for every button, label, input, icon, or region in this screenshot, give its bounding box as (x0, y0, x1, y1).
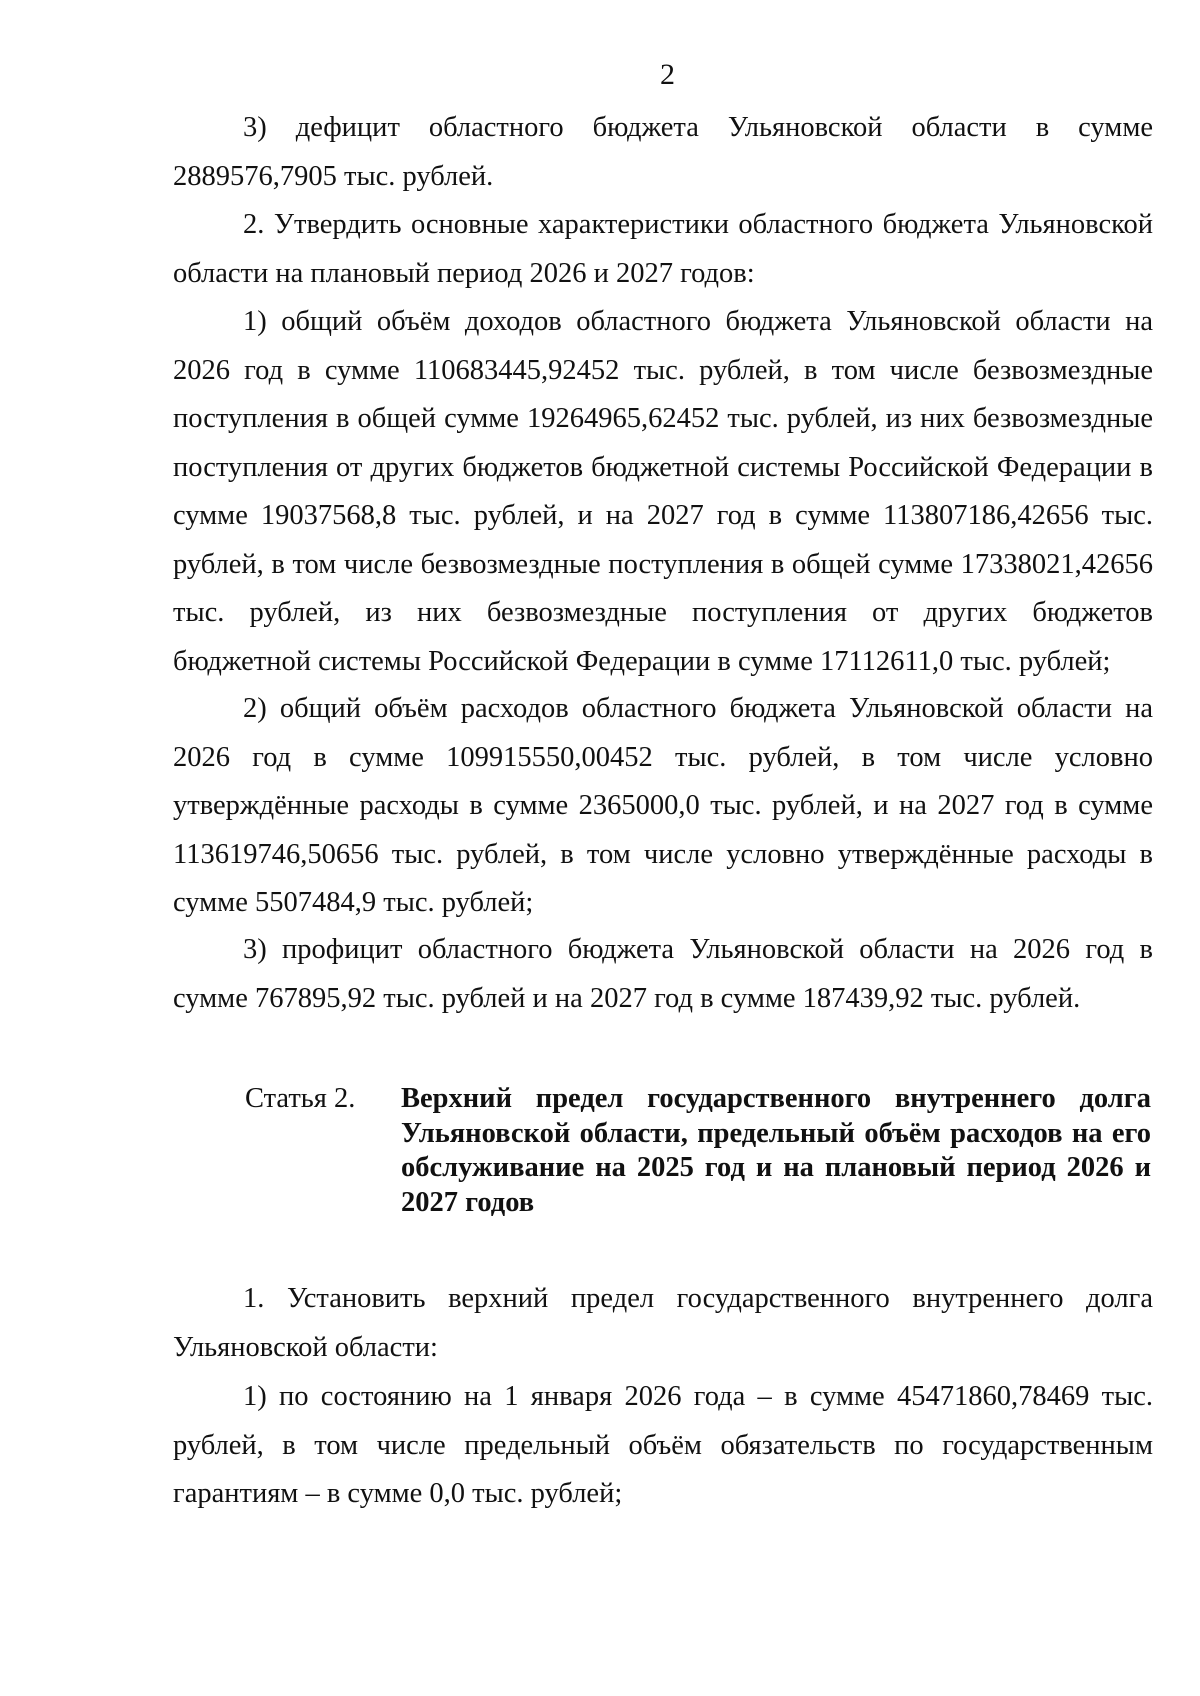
paragraph-expenditures: 2) общий объём расходов областного бюджета Ульяновской области на 2026 год в сумме 109915550,00452 тыс. рублей, в том числе условно утверждённые расходы в сумме 2365000,0 тыс. рублей, и на 2027 год в сумме 113619746,50656 тыс. рублей, в том числе условно утверждённые расходы в сумме 5507484,9 тыс. рублей; (173, 693, 1153, 918)
paragraph-debt-limit-2026: 1) по состоянию на 1 января 2026 года – в сумме 45471860,78469 тыс. рублей, в том числе предельный объём обязательств по государственным гарантиям – в сумме 0,0 тыс. рублей; (173, 1381, 1153, 1509)
paragraph-set-debt-limit: 1. Установить верхний предел государственного внутреннего долга Ульяновской области: (173, 1283, 1153, 1363)
article-label: Статья 2. (245, 1083, 356, 1114)
paragraph-surplus: 3) профицит областного бюджета Ульяновской области на 2026 год в сумме 767895,92 тыс. рублей и на 2027 год в сумме 187439,92 тыс. рублей. (173, 934, 1153, 1014)
paragraph-planned-characteristics: 2. Утвердить основные характеристики областного бюджета Ульяновской области на плановый период 2026 и 2027 годов: (173, 209, 1153, 289)
paragraph-revenues: 1) общий объём доходов областного бюджета Ульяновской области на 2026 год в сумме 110683445,92452 тыс. рублей, в том числе безвозмездные поступления в общей сумме 19264965,62452 тыс. рублей, из них безвозмездные поступления от других бюджетов бюджетной системы Российской Федерации в сумме 19037568,8 тыс. рублей, и на 2027 год в сумме 113807186,42656 тыс. рублей, в том числе безвозмездные поступления в общей сумме 17338021,42656 тыс. рублей, из них безвозмездные поступления от других бюджетов бюджетной системы Российской Федерации в сумме 17112611,0 тыс. рублей; (173, 306, 1153, 677)
page-number: 2 (660, 58, 675, 91)
paragraph-deficit: 3) дефицит областного бюджета Ульяновской области в сумме 2889576,7905 тыс. рублей. (173, 112, 1153, 192)
article-title: Верхний предел государственного внутреннего долга Ульяновской области, предельный объём расходов на его обслуживание на 2025 год и на плановый период 2026 и 2027 годов (401, 1083, 1151, 1218)
